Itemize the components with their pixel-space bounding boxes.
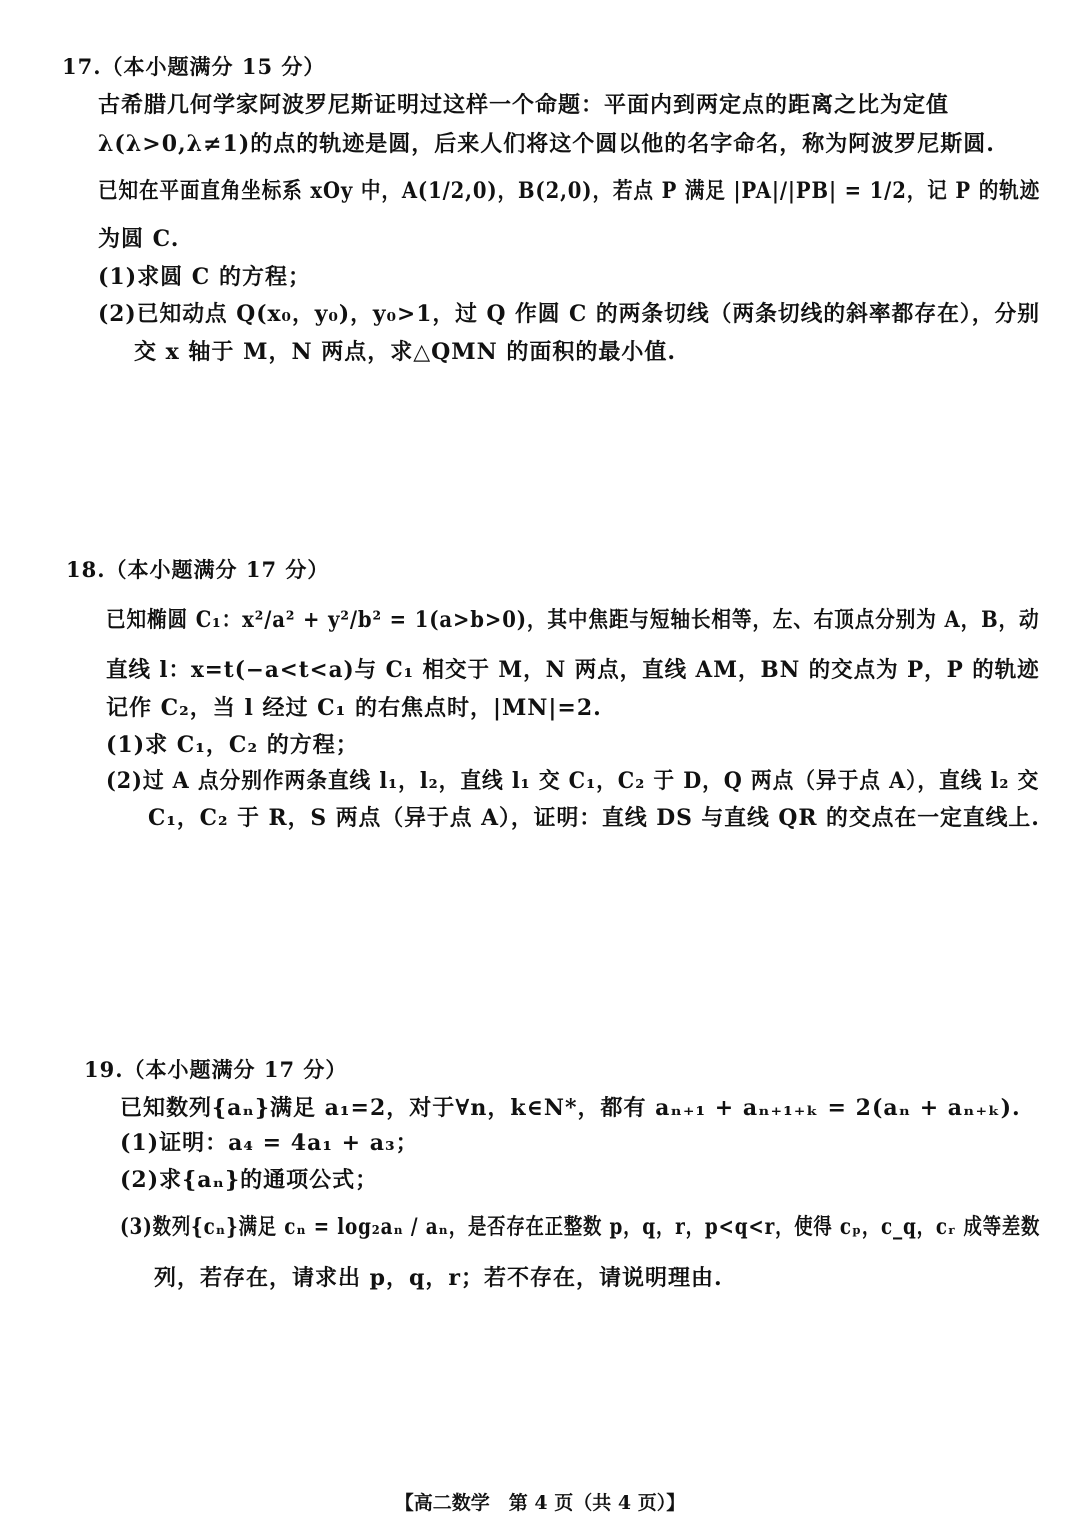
question-text-line: 列，若存在，请求出 p，q，r；若不存在，请说明理由. bbox=[154, 1265, 723, 1291]
question-part-2: (2)求{aₙ}的通项公式； bbox=[120, 1167, 379, 1193]
question-text-line: 已知数列{aₙ}满足 a₁=2，对于∀n，k∈N*，都有 aₙ₊₁ + aₙ₊₁₊ₖ = 2(aₙ + aₙ₊ₖ). bbox=[120, 1095, 1021, 1121]
question-header: 18.（本小题满分 17 分） bbox=[66, 557, 330, 582]
question-text-line: 已知椭圆 C₁：x²/a² + y²/b² = 1(a>b>0)，其中焦距与短轴长相等，左、右顶点分别为 A，B，动 bbox=[106, 607, 1040, 633]
question-text-line: 交 x 轴于 M，N 两点，求△QMN 的面积的最小值. bbox=[134, 339, 677, 365]
question-header: 17.（本小题满分 15 分） bbox=[62, 54, 326, 79]
question-text-line: λ(λ>0,λ≠1)的点的轨迹是圆，后来人们将这个圆以他的名字命名，称为阿波罗尼斯圆. bbox=[98, 131, 995, 157]
question-text-line: 古希腊几何学家阿波罗尼斯证明过这样一个命题：平面内到两定点的距离之比为定值 bbox=[98, 92, 950, 118]
question-header: 19.（本小题满分 17 分） bbox=[84, 1057, 348, 1082]
page-footer: 【高二数学 第 4 页（共 4 页）】 bbox=[394, 1492, 686, 1514]
question-part-1: (1)求 C₁，C₂ 的方程； bbox=[106, 732, 359, 758]
question-part-3: (3)数列{cₙ}满足 cₙ = log₂aₙ / aₙ，是否存在正整数 p，q，r，p<q<r，使得 cₚ，c_q，cᵣ 成等差数 bbox=[120, 1214, 1041, 1240]
question-text-line: 记作 C₂，当 l 经过 C₁ 的右焦点时，|MN|=2. bbox=[106, 695, 602, 721]
question-part-2: (2)已知动点 Q(x₀，y₀)，y₀>1，过 Q 作圆 C 的两条切线（两条切线的斜率都存在），分别 bbox=[98, 301, 1040, 327]
question-part-1: (1)求圆 C 的方程； bbox=[98, 264, 311, 290]
question-text-line: 为圆 C. bbox=[98, 226, 180, 252]
question-text-line: C₁，C₂ 于 R，S 两点（异于点 A），证明：直线 DS 与直线 QR 的交点在一定直线上. bbox=[148, 805, 1040, 831]
question-part-1: (1)证明：a₄ = 4a₁ + a₃； bbox=[120, 1130, 419, 1156]
question-text-line: 已知在平面直角坐标系 xOy 中，A(1/2,0)，B(2,0)，若点 P 满足 |PA|/|PB| = 1/2，记 P 的轨迹 bbox=[98, 178, 1041, 204]
question-text-line: 直线 l：x=t(−a<t<a)与 C₁ 相交于 M，N 两点，直线 AM，BN 的交点为 P，P 的轨迹 bbox=[106, 657, 1040, 683]
question-part-2: (2)过 A 点分别作两条直线 l₁，l₂，直线 l₁ 交 C₁，C₂ 于 D，Q 两点（异于点 A），直线 l₂ 交 bbox=[106, 768, 1040, 794]
